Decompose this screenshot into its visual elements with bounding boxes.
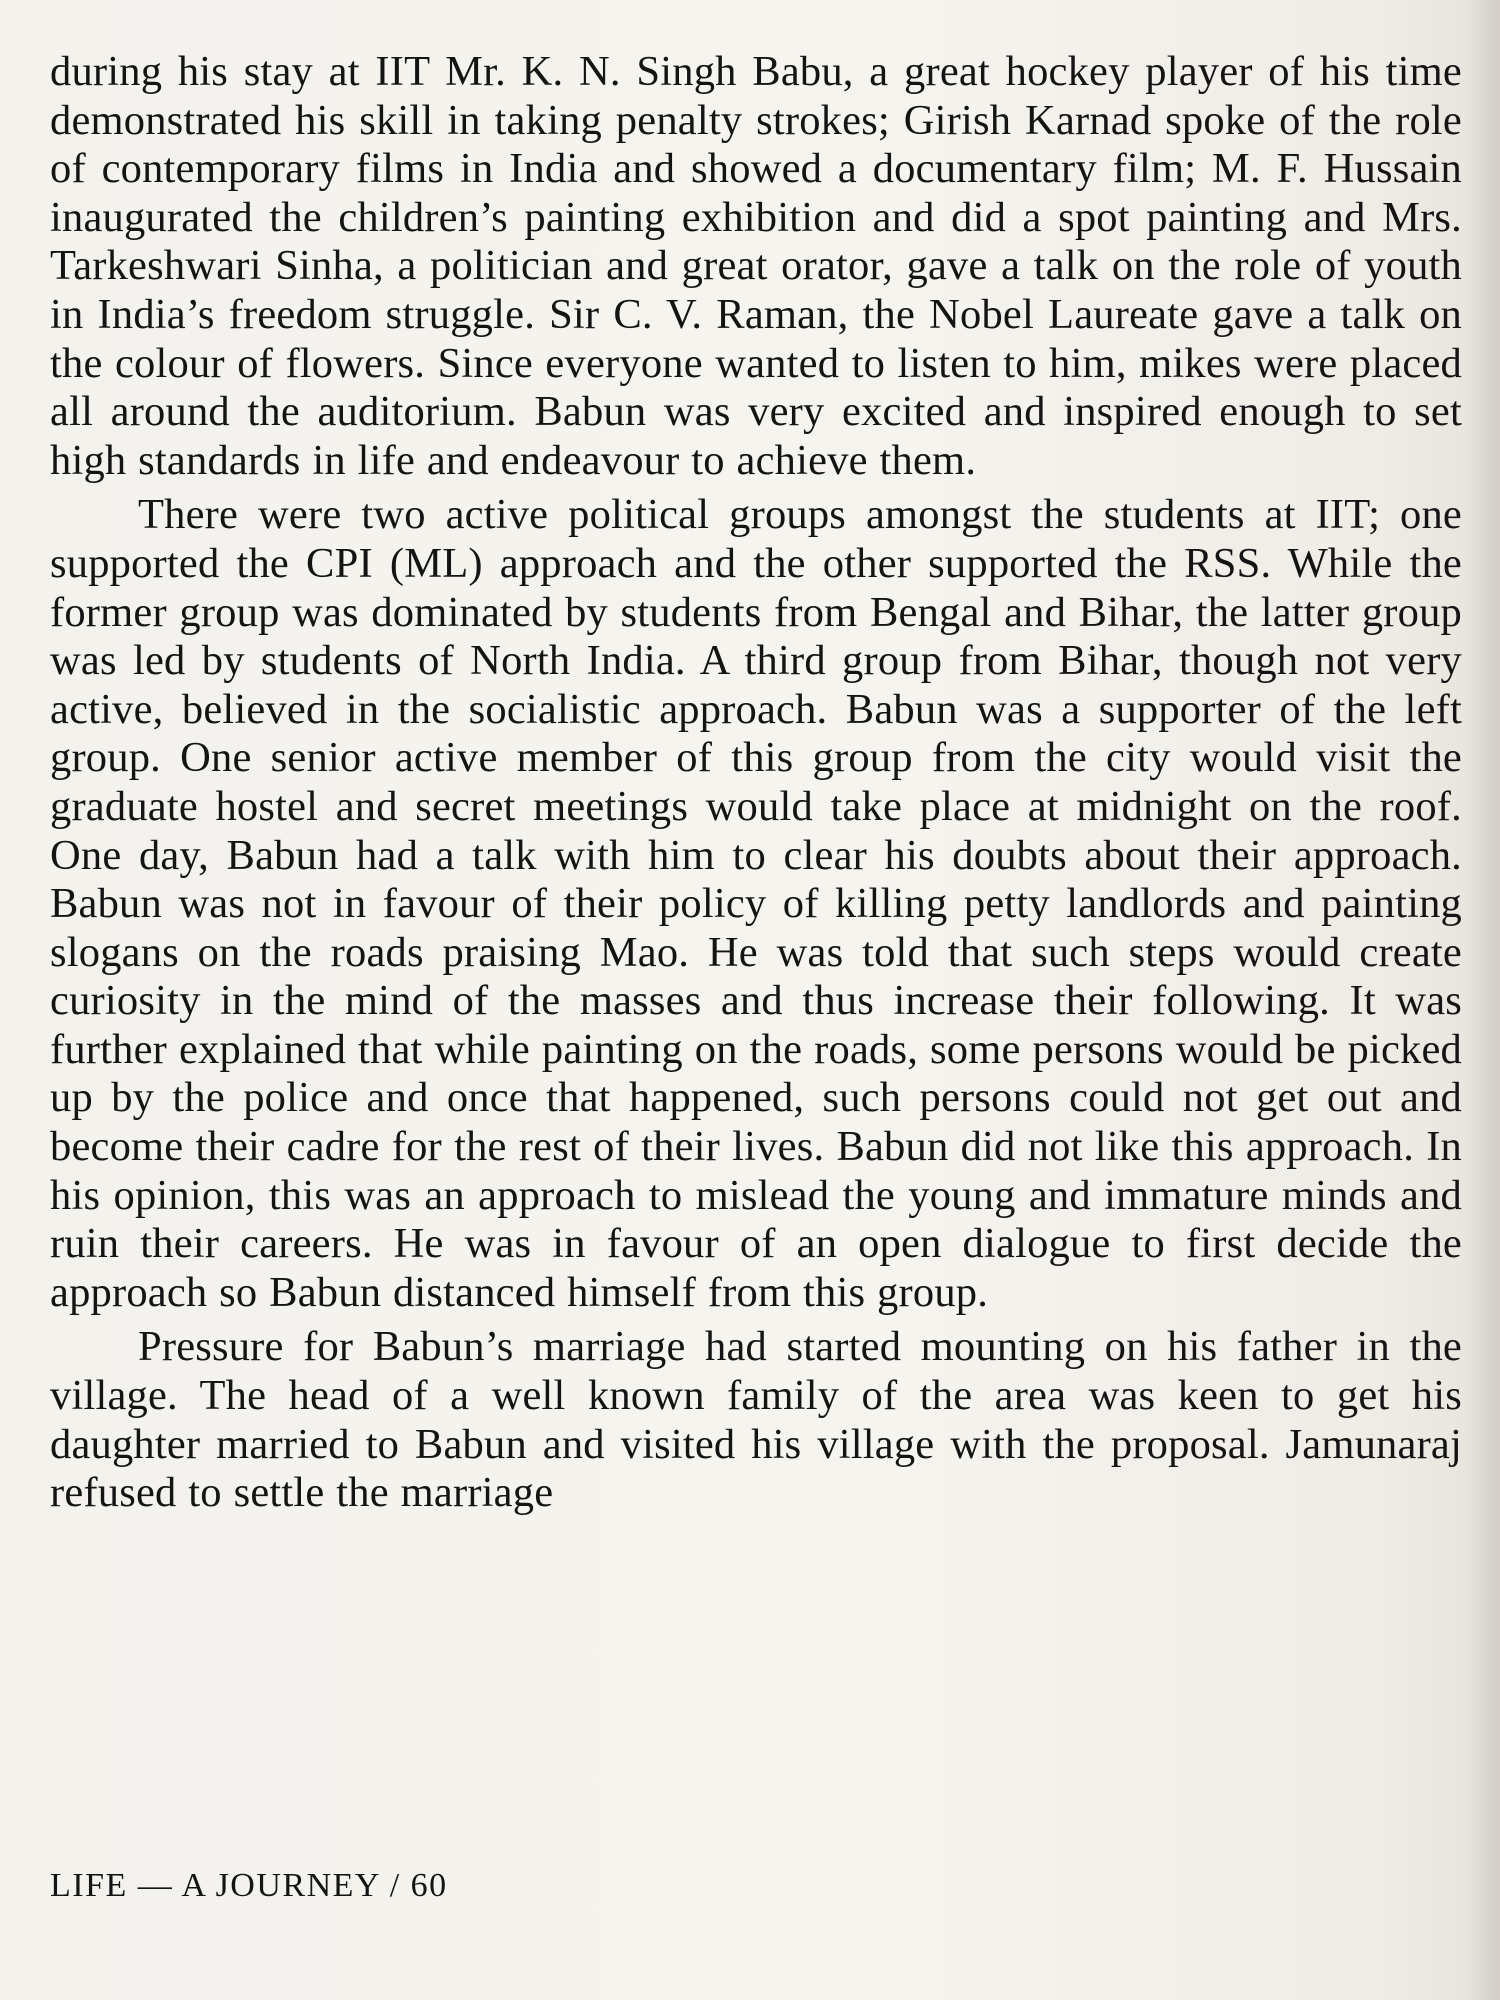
paragraph-2: There were two active political groups amongst the students at IIT; one supported the CPI (ML) approach and the other supported the RSS. While the former group was dominated by students from Bengal and Bihar, the latter group was led by students of North India. A third group from Bihar, though not very active, believed in the socialistic approach. Babun was a supporter of the left group. One senior active member of this group from the city would visit the graduate hostel and secret meetings would take place at midnight on the roof. One day, Babun had a talk with him to clear his doubts about their approach. Babun was not in favour of their policy of killing petty landlords and painting slogans on the roads praising Mao. He was told that such steps would create curiosity in the mind of the masses and thus increase their following. It was further explained that while painting on the roads, some persons would be picked up by the police and once that happened, such persons could not get out and become their cadre for the rest of their lives. Babun did not like this approach. In his opinion, this was an approach to mislead the young and immature minds and ruin their careers. He was in favour of an open dialogue to first decide the approach so Babun distanced himself from this group. — [50, 491, 1462, 1316]
page-edge-shadow — [1464, 0, 1500, 2000]
body-text — [50, 48, 1462, 1518]
running-footer: LIFE — A JOURNEY / 60 — [50, 1867, 448, 1904]
paragraph-3: Pressure for Babun’s marriage had started mounting on his father in the village. The head of a well known family of the area was keen to get his daughter married to Babun and visited his village with the proposal. Jamunaraj refused to settle the marriage — [50, 1323, 1462, 1517]
paragraph-1: during his stay at IIT Mr. K. N. Singh Babu, a great hockey player of his time demonstrated his skill in taking penalty strokes; Girish Karnad spoke of the role of contemporary films in India and showed a documentary film; M. F. Hussain inaugurated the children’s painting exhibition and did a spot painting and Mrs. Tarkeshwari Sinha, a politician and great orator, gave a talk on the role of youth in India’s freedom struggle. Sir C. V. Raman, the Nobel Laureate gave a talk on the colour of flowers. Since everyone wanted to listen to him, mikes were placed all around the auditorium. Babun was very excited and inspired enough to set high standards in life and endeavour to achieve them. — [50, 48, 1462, 484]
